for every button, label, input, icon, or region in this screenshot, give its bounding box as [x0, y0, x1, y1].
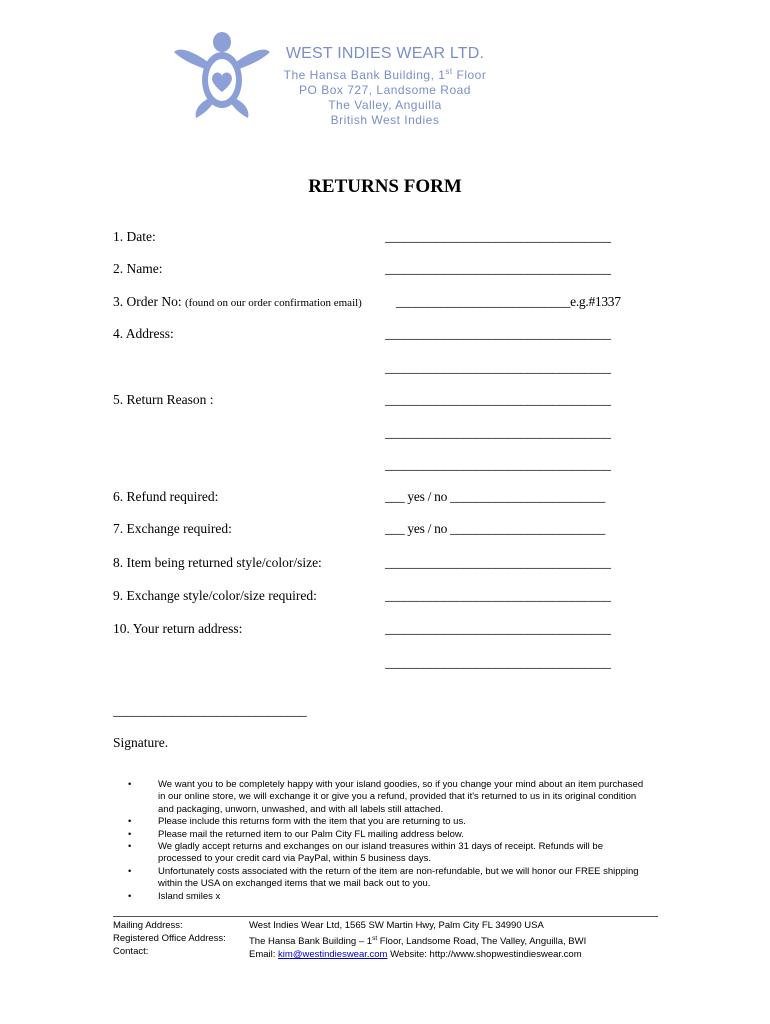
list-item: • Unfortunately costs associated with the return of the item are non-refundable, but we will honor our FREE shipping within the USA on exchanged items that we mail back out to you.	[128, 865, 639, 890]
signature-label: Signature.	[113, 735, 169, 750]
bullet-icon: •	[128, 841, 132, 853]
field-label: 2. Name:	[113, 261, 163, 276]
mailing-address-value: West Indies Wear Ltd, 1565 SW Martin Hwy, Palm City FL 34990 USA	[249, 920, 544, 931]
email-link[interactable]: kim@westindieswear.com	[278, 949, 388, 961]
list-item: • We gladly accept returns and exchanges on our island treasures within 31 days of receipt. Refunds will be processed to your credit card via PayPal, within 5 business days.	[128, 841, 603, 865]
date-input-line[interactable]: ___________________________________	[385, 229, 611, 244]
list-item: • Please mail the returned item to our Palm City FL mailing address below.	[128, 828, 464, 840]
field-label: 4. Address:	[113, 326, 174, 341]
list-item: • Please include this returns form with the item that you are returning to us.	[128, 816, 466, 828]
return-reason-input-line[interactable]: ___________________________________	[385, 392, 611, 407]
field-label: 10. Your return address:	[113, 621, 243, 636]
signature-line[interactable]: ______________________________	[113, 703, 307, 718]
footer-divider	[113, 916, 658, 917]
return-reason-input-line-2[interactable]: ___________________________________	[385, 425, 611, 440]
company-address-line2: PO Box 727, Landsome Road	[299, 83, 471, 97]
list-item: • Island smiles x	[128, 890, 221, 902]
company-address-line4: British West Indies	[330, 113, 440, 127]
return-address-input-line-2[interactable]: ___________________________________	[385, 655, 611, 670]
address-input-line[interactable]: ___________________________________	[385, 326, 611, 341]
company-header	[255, 44, 515, 128]
mailing-address-label: Mailing Address:	[113, 920, 183, 931]
exchange-yes-no-line[interactable]: ___ yes / no ________________________	[385, 521, 605, 536]
bullet-icon: •	[128, 816, 132, 828]
field-label: 6. Refund required:	[113, 489, 219, 504]
footer-values	[249, 919, 586, 961]
company-address-line1: The Hansa Bank Building, 1st Floor	[283, 67, 487, 82]
field-label: 5. Return Reason :	[113, 392, 214, 407]
website-text: Website: http://www.shopwestindieswear.com	[387, 949, 582, 961]
bullet-icon: •	[128, 890, 132, 902]
return-address-input-line[interactable]: ___________________________________	[385, 621, 611, 636]
contact-label: Contact:	[113, 946, 149, 957]
address-input-line-2[interactable]: ___________________________________	[385, 360, 611, 375]
field-label: 7. Exchange required:	[113, 521, 232, 536]
order-no-input-line[interactable]: ___________________________e.g.#1337	[396, 294, 621, 309]
contact-value: Email: kim@westindieswear.com Website: http://www.shopwestindieswear.com	[249, 949, 582, 961]
field-label: 3. Order No: (found on our order confirmation email)	[113, 294, 362, 309]
registered-office-value: The Hansa Bank Building – 1st Floor, Landsome Road, The Valley, Anguilla, BWI	[249, 935, 587, 948]
notes-list	[128, 779, 648, 903]
field-label: 9. Exchange style/color/size required:	[113, 588, 317, 603]
exchange-style-input-line[interactable]: ___________________________________	[385, 588, 611, 603]
item-returned-input-line[interactable]: ___________________________________	[385, 555, 611, 570]
bullet-icon: •	[128, 779, 132, 790]
form-title: RETURNS FORM	[308, 176, 462, 197]
field-label: 8. Item being returned style/color/size:	[113, 555, 322, 570]
field-label: 1. Date:	[113, 229, 156, 244]
order-no-note: (found on our order confirmation email)	[184, 297, 362, 309]
name-input-line[interactable]: ___________________________________	[385, 261, 611, 276]
bullet-icon: •	[128, 828, 132, 840]
refund-yes-no-line[interactable]: ___ yes / no ________________________	[385, 489, 605, 504]
company-address-line3: The Valley, Anguilla	[328, 98, 442, 112]
footer-labels	[113, 919, 226, 958]
list-item: • We want you to be completely happy with your island goodies, so if you change your mind about an item purchased in our online store, we will exchange it or give you a refund, provided that it's returned to us in its original condition and packaging, unworn, unwashed, and with all labels still attached.	[128, 779, 644, 815]
company-name: WEST INDIES WEAR LTD.	[285, 45, 485, 62]
registered-office-label: Registered Office Address:	[113, 933, 226, 944]
return-reason-input-line-3[interactable]: ___________________________________	[385, 457, 611, 472]
bullet-icon: •	[128, 865, 132, 877]
